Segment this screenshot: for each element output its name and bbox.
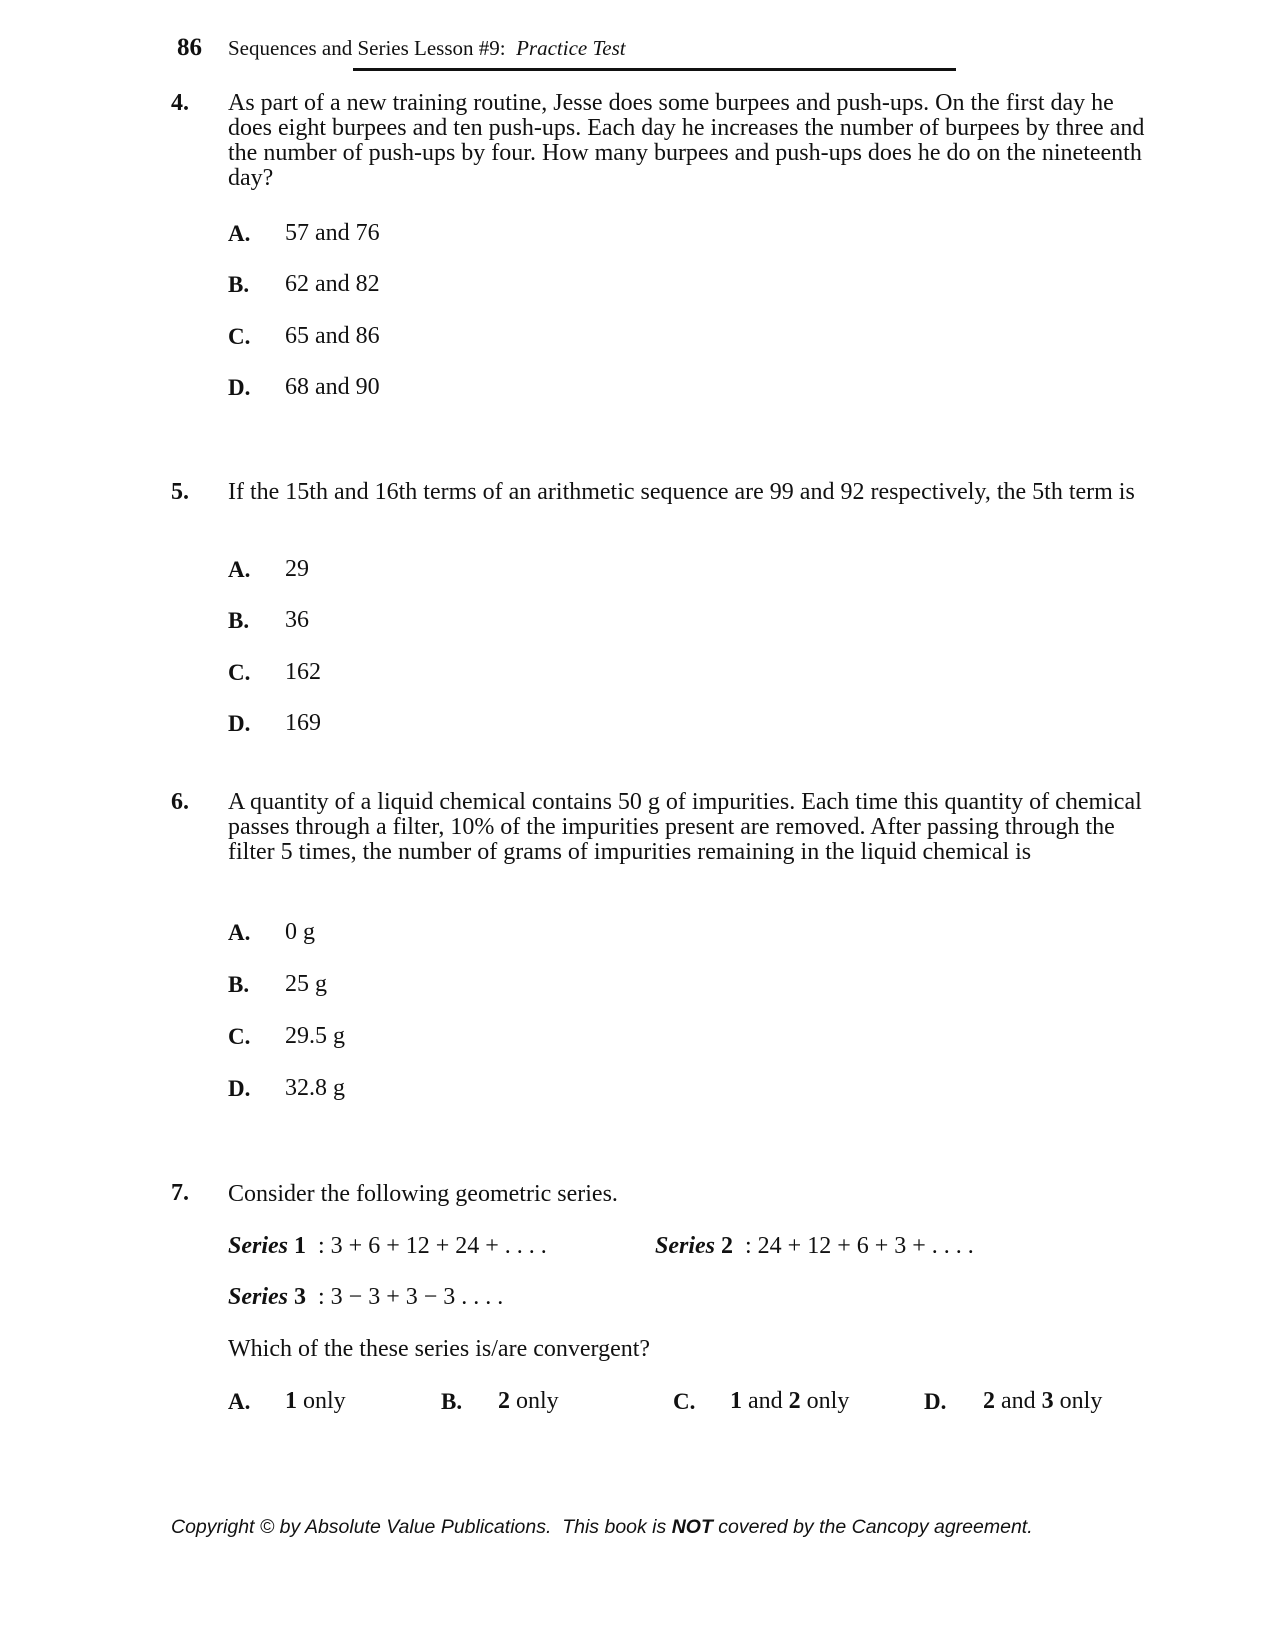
q4-option-c[interactable]: 65 and 86 <box>285 323 380 349</box>
lesson-subtitle: Practice Test <box>516 36 626 60</box>
question-6-number: 6. <box>171 789 189 815</box>
header-rule <box>353 68 956 71</box>
copyright-footer <box>171 1516 1033 1539</box>
series-1-word: Series <box>228 1233 288 1259</box>
footer-text-2: covered by the Cancopy agreement. <box>712 1516 1033 1538</box>
q7-option-a[interactable] <box>285 1388 346 1415</box>
q7-option-d-n2: 3 <box>1041 1388 1054 1414</box>
q6-option-b-letter: B. <box>228 972 250 997</box>
question-4-number: 4. <box>171 90 189 116</box>
q4-option-d[interactable]: 68 and 90 <box>285 374 380 400</box>
q5-option-b-letter: B. <box>228 608 250 633</box>
series-2-number: 2 <box>721 1233 733 1259</box>
q4-option-c-letter: C. <box>228 324 251 349</box>
q4-option-a[interactable]: 57 and 76 <box>285 220 380 246</box>
q5-option-d[interactable]: 169 <box>285 710 321 736</box>
q7-option-b-tail: only <box>510 1388 559 1414</box>
q6-option-a-letter: A. <box>228 920 251 945</box>
q5-option-a-letter: A. <box>228 557 251 582</box>
footer-bold: NOT <box>671 1516 713 1538</box>
q7-option-b[interactable] <box>498 1388 559 1415</box>
series-1-number: 1 <box>294 1233 306 1259</box>
q4-option-d-letter: D. <box>228 375 251 400</box>
q7-option-c-mid: and <box>742 1388 789 1414</box>
q7-option-c-tail: only <box>800 1388 850 1414</box>
series-3-expression: : 3 − 3 + 3 − 3 . . . . <box>318 1284 504 1310</box>
question-6-text: A quantity of a liquid chemical contains 50 g of impurities. Each time this quantity of chemical passes through a filter, 10% of the impurities present are removed. After passing through the filter 5 times, the number of grams of impurities remaining in the liquid chemical is <box>228 789 1142 865</box>
q5-option-c[interactable]: 162 <box>285 659 321 685</box>
lesson-title: Sequences and Series Lesson #9: <box>228 36 506 60</box>
question-5-text: If the 15th and 16th terms of an arithmetic sequence are 99 and 92 respectively, the 5th term is <box>228 479 1135 505</box>
q6-option-d[interactable]: 32.8 g <box>285 1075 345 1101</box>
series-3-number: 3 <box>294 1284 306 1310</box>
question-4-text: As part of a new training routine, Jesse does some burpees and push-ups. On the first day he does eight burpees and ten push-ups. Each day he increases the number of burpees by three and the number of push-ups by four. How many burpees and push-ups does he do on the nineteenth day? <box>228 90 1145 191</box>
q7-option-b-letter: B. <box>441 1389 463 1414</box>
series-2-word: Series <box>655 1233 715 1259</box>
q6-option-c-letter: C. <box>228 1024 251 1049</box>
series-1 <box>228 1233 547 1260</box>
question-7-number: 7. <box>171 1180 189 1206</box>
q4-option-b[interactable]: 62 and 82 <box>285 271 380 297</box>
q5-option-a[interactable]: 29 <box>285 556 309 582</box>
q7-option-b-n1: 2 <box>498 1388 510 1414</box>
q7-option-c-n2: 2 <box>788 1388 801 1414</box>
q5-option-c-letter: C. <box>228 660 251 685</box>
question-7-intro: Consider the following geometric series. <box>228 1181 618 1207</box>
q4-option-a-letter: A. <box>228 221 251 246</box>
q7-option-c-letter: C. <box>673 1389 696 1414</box>
page-number: 86 <box>177 34 202 61</box>
q7-option-d-letter: D. <box>924 1389 947 1414</box>
q7-option-d-mid: and <box>995 1388 1042 1414</box>
q7-option-a-tail: only <box>297 1388 346 1414</box>
series-1-expression: : 3 + 6 + 12 + 24 + . . . . <box>318 1233 547 1259</box>
q5-option-b[interactable]: 36 <box>285 607 309 633</box>
q6-option-b[interactable]: 25 g <box>285 971 327 997</box>
series-3 <box>228 1284 503 1311</box>
q7-option-c[interactable] <box>730 1388 849 1415</box>
question-7-text: Which of the these series is/are convergent? <box>228 1336 651 1362</box>
q7-option-d-tail: only <box>1053 1388 1103 1414</box>
q7-option-a-letter: A. <box>228 1389 251 1414</box>
series-3-word: Series <box>228 1284 288 1310</box>
q7-option-d-n1: 2 <box>983 1388 995 1414</box>
q7-option-d[interactable] <box>983 1388 1102 1415</box>
q5-option-d-letter: D. <box>228 711 251 736</box>
q6-option-d-letter: D. <box>228 1076 251 1101</box>
q6-option-c[interactable]: 29.5 g <box>285 1023 345 1049</box>
q7-option-c-n1: 1 <box>730 1388 742 1414</box>
series-2-expression: : 24 + 12 + 6 + 3 + . . . . <box>745 1233 974 1259</box>
footer-text-1: Copyright © by Absolute Value Publications. This book is <box>171 1516 672 1538</box>
series-2 <box>655 1233 974 1260</box>
q6-option-a[interactable]: 0 g <box>285 919 315 945</box>
question-5-number: 5. <box>171 479 189 505</box>
page-header-title <box>228 36 626 61</box>
q7-option-a-n1: 1 <box>285 1388 297 1414</box>
q4-option-b-letter: B. <box>228 272 250 297</box>
